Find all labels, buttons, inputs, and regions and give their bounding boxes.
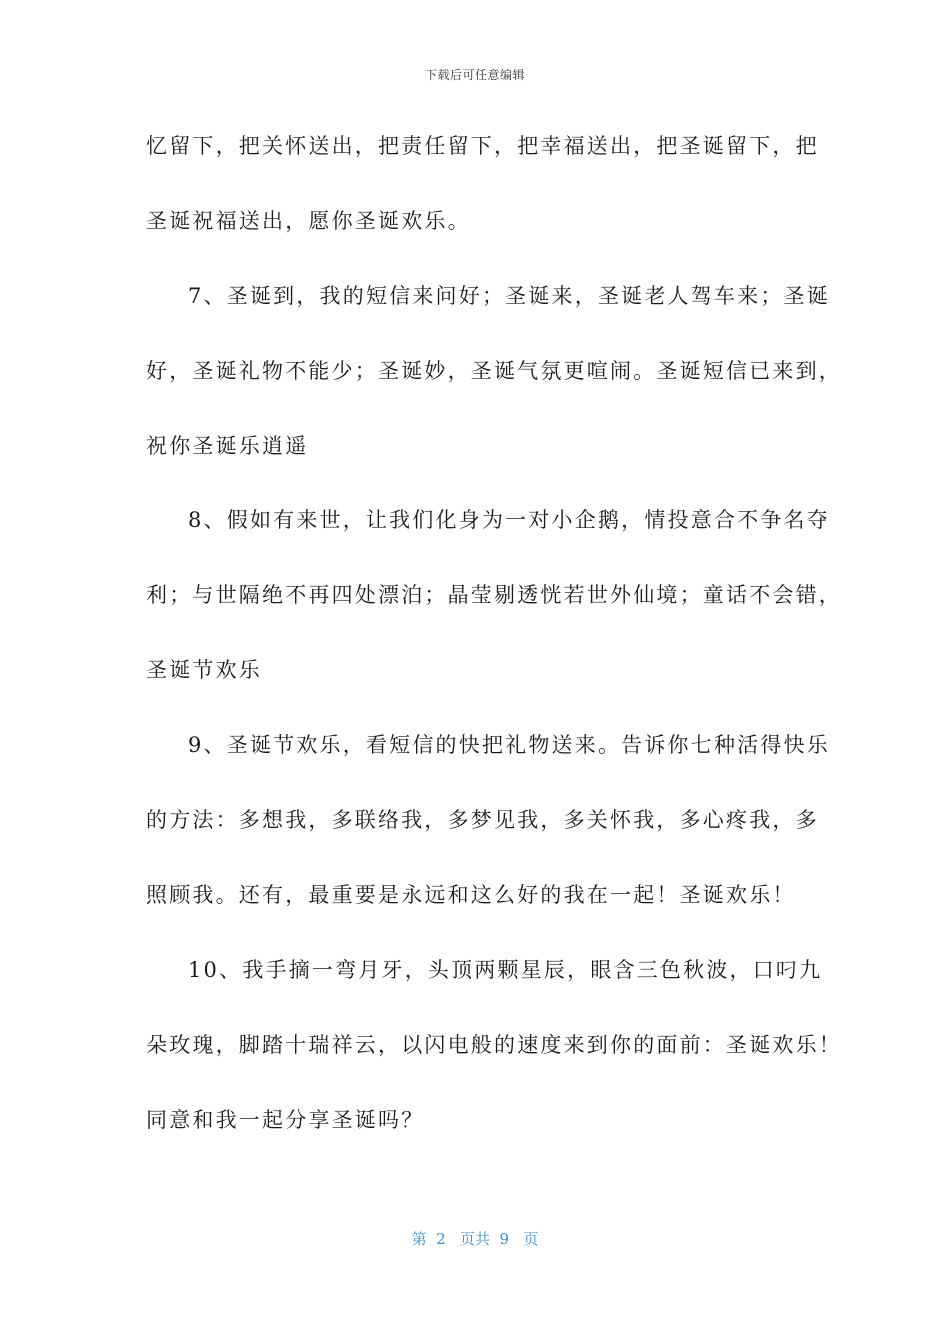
text-line: 忆留下，把关怀送出，把责任留下，把幸福送出，把圣诞留下，把: [146, 134, 819, 158]
paragraph-start-10: 10、我手摘一弯月牙，头顶两颗星辰，眼含三色秋波，口叼九: [188, 957, 823, 982]
paragraph-start-9: 9、圣诞节欢乐，看短信的快把礼物送来。告诉你七种活得快乐: [188, 733, 830, 758]
page-header: 下载后可任意编辑: [424, 68, 525, 82]
text-line: 照顾我。还有，最重要是永远和这么好的我在一起！圣诞欢乐！: [146, 882, 796, 907]
paragraph-start-8: 8、假如有来世，让我们化身为一对小企鹅，情投意合不争名夺: [188, 508, 830, 533]
text-line: 好，圣诞礼物不能少；圣诞妙，圣诞气氛更喧闹。圣诞短信已来到，: [146, 358, 842, 383]
text-line: 祝你圣诞乐逍遥: [146, 433, 309, 458]
text-line: 圣诞节欢乐: [146, 658, 262, 683]
text-line: 利；与世隔绝不再四处漂泊；晶莹剔透恍若世外仙境；童话不会错，: [146, 583, 842, 608]
paragraph-start-7: 7、圣诞到，我的短信来问好；圣诞来，圣诞老人驾车来；圣诞: [188, 283, 830, 308]
text-line: 圣诞祝福送出，愿你圣诞欢乐。: [146, 208, 471, 233]
document-body: [146, 124, 842, 1172]
page-number-footer: 第 2 页共 9 页: [411, 1230, 539, 1248]
text-line: 朵玫瑰，脚踏十瑞祥云，以闪电般的速度来到你的面前：圣诞欢乐！: [146, 1032, 842, 1057]
text-line: 的方法：多想我，多联络我，多梦见我，多关怀我，多心疼我，多: [146, 808, 819, 833]
text-line: 同意和我一起分享圣诞吗？: [146, 1107, 425, 1132]
